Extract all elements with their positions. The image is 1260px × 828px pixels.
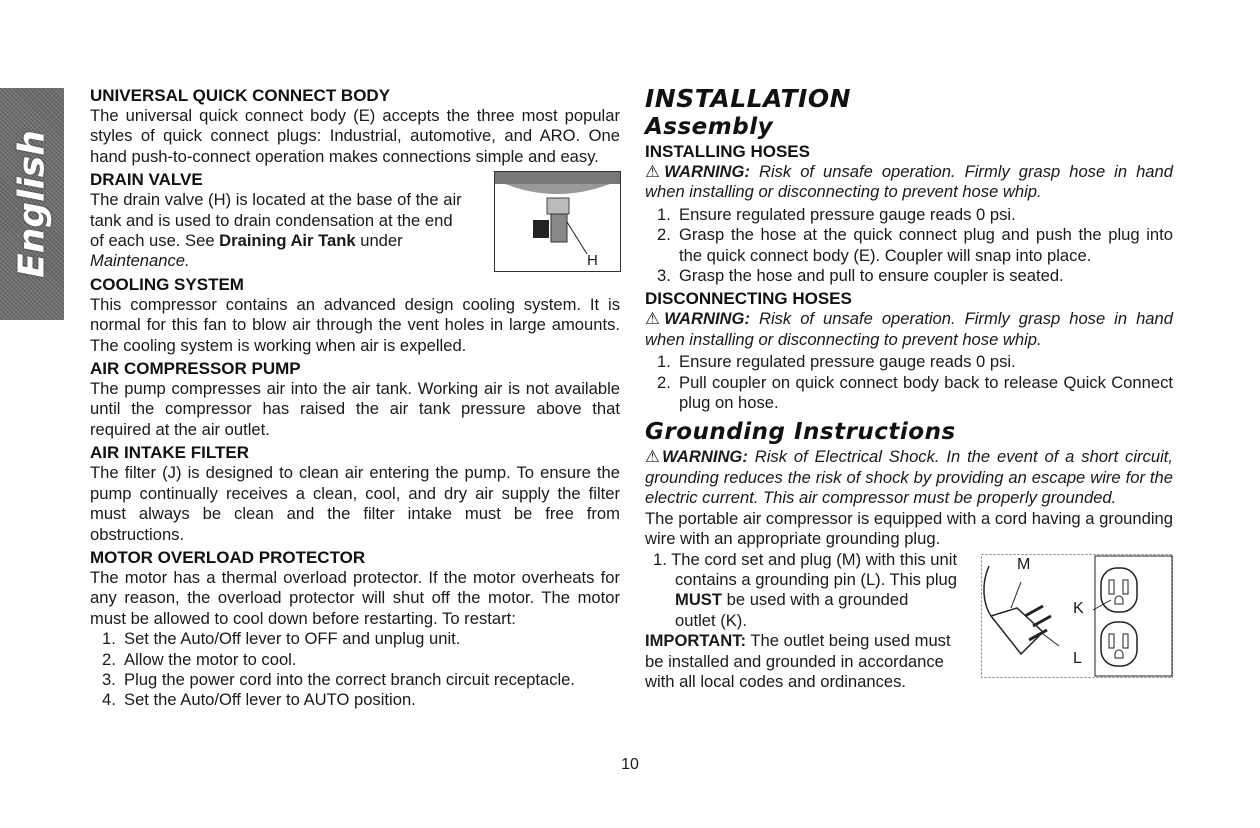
- language-side-tab: [0, 88, 64, 320]
- warning-icon: ⚠: [645, 447, 663, 467]
- drain-valve-figure: [494, 171, 621, 272]
- list-item: 1. Ensure regulated pressure gauge reads 0 psi.: [657, 204, 1016, 224]
- list-item: 3. Grasp the hose and pull to ensure coupler is seated.: [657, 266, 1064, 286]
- warning-disconnect: ⚠WARNING: Risk of unsafe operation. Firmly grasp hose in hand when installing or disconnecting to prevent hose whip.: [645, 309, 1173, 349]
- drain-line-4: Maintenance.: [90, 251, 190, 271]
- warning-icon: ⚠: [645, 309, 665, 329]
- list-item: 1. Ensure regulated pressure gauge reads 0 psi.: [657, 352, 1016, 372]
- figure-label-h: H: [587, 252, 598, 270]
- overload-text: The motor has a thermal overload protector. If the motor overheats for any reason, the overload protector will shut off the motor. The motor must be allowed to cool down before restarting. To restart:: [90, 567, 620, 628]
- installation-heading: INSTALLATION: [645, 84, 852, 113]
- important-line-2: be installed and grounded in accordance: [645, 651, 944, 671]
- grounding-figure: [981, 554, 1173, 678]
- language-label: English: [11, 130, 53, 278]
- drain-line-2: tank and is used to drain condensation at the end: [90, 210, 453, 230]
- disconnect-steps: [645, 352, 1173, 413]
- quick-connect-text: The universal quick connect body (E) accepts the three most popular styles of quick connect plugs: Industrial, automotive, and ARO. One hand push-to-connect operation makes connections simple and easy.: [90, 106, 620, 166]
- filter-text: The filter (J) is designed to clean air entering the pump. To ensure the pump continually receives a clean, cool, and dry air supply the filter must always be clean and the filter intake must be free from obstructions.: [90, 463, 620, 544]
- list-item: 4. Set the Auto/Off lever to AUTO position.: [102, 690, 416, 710]
- grounding-steps-block: [645, 550, 1173, 690]
- figure-label-l: L: [1073, 649, 1082, 667]
- drain-line-3: of each use. See Draining Air Tank under: [90, 231, 403, 251]
- heading-installing-hoses: INSTALLING HOSES: [645, 142, 810, 161]
- heading-overload: MOTOR OVERLOAD PROTECTOR: [90, 547, 366, 567]
- ground-step-1c: MUST be used with a grounded: [675, 590, 909, 610]
- grounding-text: The portable air compressor is equipped with a cord having a grounding wire with an appropriate grounding plug.: [645, 508, 1173, 549]
- heading-disconnecting-hoses: DISCONNECTING HOSES: [645, 289, 852, 309]
- figure-label-m: M: [1017, 555, 1031, 573]
- heading-filter: AIR INTAKE FILTER: [90, 443, 249, 463]
- cooling-text: This compressor contains an advanced design cooling system. It is normal for this fan to blow air through the vent holes in large amounts. The cooling system is working when air is expelled.: [90, 294, 620, 355]
- pump-text: The pump compresses air into the air tank. Working air is not available until the compressor has raised the air tank pressure above that required at the air outlet.: [90, 379, 620, 439]
- page-number: 10: [621, 756, 639, 773]
- heading-quick-connect: UNIVERSAL QUICK CONNECT BODY: [90, 86, 391, 105]
- warning-grounding: ⚠WARNING: Risk of Electrical Shock. In the event of a short circuit, grounding reduces the risk of shock by providing an escape wire for the electric current. This air compressor must be properly grounded.: [645, 447, 1173, 508]
- warning-install: ⚠WARNING: Risk of unsafe operation. Firmly grasp hose in hand when installing or disconnecting to prevent hose whip.: [645, 162, 1173, 202]
- warning-icon: ⚠: [645, 162, 665, 181]
- drain-ref: Draining Air Tank: [219, 231, 356, 251]
- left-column: [90, 86, 620, 711]
- important-line-3: with all local codes and ordinances.: [645, 671, 907, 691]
- restart-steps: [90, 629, 620, 711]
- list-item: 2. Pull coupler on quick connect body back to release Quick Connect plug on hose.: [657, 372, 1173, 413]
- list-item: 1. Set the Auto/Off lever to OFF and unplug unit.: [102, 629, 461, 649]
- figure-label-k: K: [1073, 599, 1084, 617]
- drain-valve-section: [90, 170, 620, 272]
- ground-step-1: 1. The cord set and plug (M) with this unit: [653, 549, 958, 569]
- drain-line-1: The drain valve (H) is located at the base of the air: [90, 190, 462, 210]
- list-item: 3. Plug the power cord into the correct branch circuit receptacle.: [102, 669, 576, 689]
- install-steps: [645, 205, 1173, 287]
- heading-drain-valve: DRAIN VALVE: [90, 170, 203, 190]
- ground-step-1b: contains a grounding pin (L). This plug: [675, 569, 957, 589]
- grounding-heading: Grounding Instructions: [645, 419, 956, 446]
- important-line-1: IMPORTANT: The outlet being used must: [645, 631, 951, 651]
- assembly-heading: Assembly: [645, 114, 774, 140]
- heading-pump: AIR COMPRESSOR PUMP: [90, 359, 301, 379]
- ground-step-1d: outlet (K).: [675, 610, 747, 630]
- list-item: 2. Allow the motor to cool.: [102, 649, 297, 669]
- heading-cooling: COOLING SYSTEM: [90, 274, 244, 294]
- list-item: 2. Grasp the hose at the quick connect plug and push the plug into the quick connect body (E). Coupler will snap into place.: [657, 225, 1173, 265]
- right-column: [645, 84, 1173, 690]
